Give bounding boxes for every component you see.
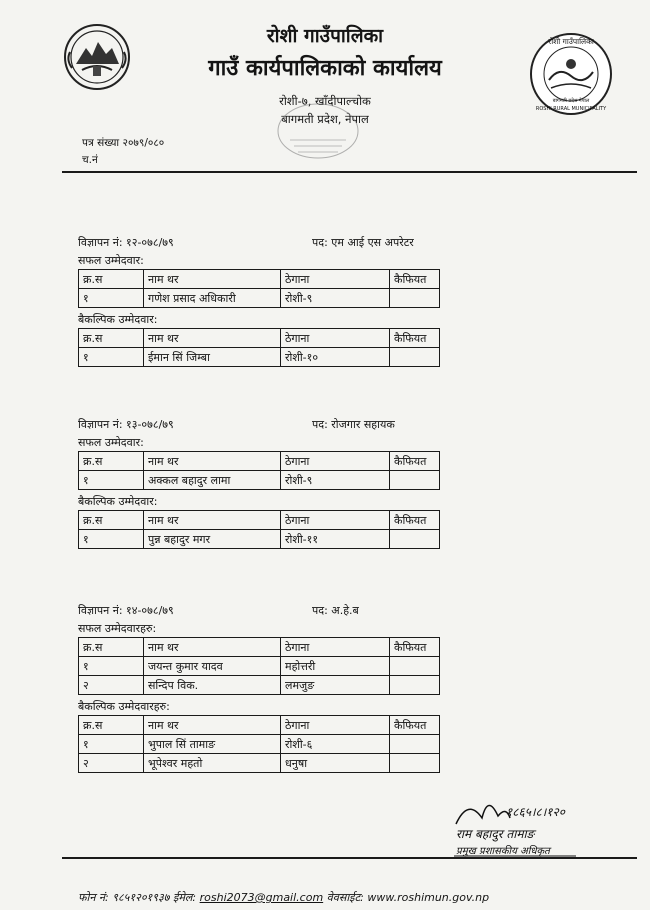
vacancy-section-14 — [78, 601, 440, 773]
cell-name: भूपेश्वर महतो — [144, 754, 281, 773]
cell-name: गणेश प्रसाद अधिकारी — [144, 289, 281, 308]
cell-name: पुन्न बहादुर मगर — [144, 530, 281, 549]
logo-title-text: रोशी गाउँपालिका — [548, 37, 594, 46]
cell-remarks — [390, 735, 440, 754]
cell-name: ईमान सिं जिम्बा — [144, 348, 281, 367]
table-header-row — [79, 638, 440, 657]
advert-number: विज्ञापन नं: १२-०७८/७९ — [78, 236, 174, 249]
cell-address: महोत्तरी — [281, 657, 390, 676]
cell-remarks — [390, 657, 440, 676]
cell-address: रोशी-१० — [281, 348, 390, 367]
group-label-alternate: बैकल्पिक उम्मेदवार: — [78, 313, 158, 326]
vacancy-section-12 — [78, 233, 440, 367]
group-label-successful: सफल उम्मेदवार: — [78, 436, 144, 449]
col-name: नाम थर — [144, 329, 281, 348]
cell-remarks — [390, 676, 440, 695]
table-row — [79, 471, 440, 490]
address-line-2: बागमती प्रदेश, नेपाल — [281, 112, 369, 126]
group-label-alternate: बैकल्पिक उम्मेदवार: — [78, 495, 158, 508]
table-row — [79, 348, 440, 367]
footer-divider — [62, 857, 637, 859]
col-sn: क्र.स — [79, 329, 144, 348]
cell-remarks — [390, 754, 440, 773]
cell-address: लमजुङ — [281, 676, 390, 695]
cell-sn: १ — [79, 348, 144, 367]
cell-address: धनुषा — [281, 754, 390, 773]
cell-address: रोशी-६ — [281, 735, 390, 754]
roshi-municipality-logo — [527, 30, 615, 118]
cell-sn: २ — [79, 676, 144, 695]
col-address: ठेगाना — [281, 511, 390, 530]
cell-sn: १ — [79, 735, 144, 754]
successful-candidates-table — [78, 269, 440, 308]
table-row — [79, 657, 440, 676]
cell-remarks — [390, 471, 440, 490]
official-signature — [448, 788, 598, 858]
table-header-row — [79, 716, 440, 735]
col-name: नाम थर — [144, 452, 281, 471]
footer-contact — [78, 890, 489, 905]
table-header-row — [79, 270, 440, 289]
alternate-candidates-table — [78, 715, 440, 773]
cell-address: रोशी-९ — [281, 289, 390, 308]
col-remarks: कैफियत — [390, 638, 440, 657]
cell-sn: १ — [79, 657, 144, 676]
col-remarks: कैफियत — [390, 452, 440, 471]
table-header-row — [79, 452, 440, 471]
cell-name: जयन्त कुमार यादव — [144, 657, 281, 676]
group-label-successful: सफल उम्मेदवारहरु: — [78, 622, 157, 635]
logo-bottom-text: बागमती प्रदेश नेपाल — [552, 98, 590, 104]
col-sn: क्र.स — [79, 716, 144, 735]
table-row — [79, 530, 440, 549]
signature-scrawl: १८६५।८।१२० — [506, 805, 566, 819]
cell-remarks — [390, 289, 440, 308]
col-name: नाम थर — [144, 511, 281, 530]
col-sn: क्र.स — [79, 452, 144, 471]
footer-website[interactable]: www.roshimun.gov.np — [367, 891, 490, 904]
header-divider — [62, 171, 637, 173]
col-name: नाम थर — [144, 270, 281, 289]
cell-address: रोशी-११ — [281, 530, 390, 549]
col-sn: क्र.स — [79, 270, 144, 289]
post-title: पद: अ.हे.ब — [312, 604, 359, 617]
signatory-name: राम बहादुर तामाङ — [456, 827, 535, 841]
col-remarks: कैफियत — [390, 270, 440, 289]
office-seal-stamp — [272, 100, 364, 162]
col-address: ठेगाना — [281, 638, 390, 657]
alternate-candidates-table — [78, 328, 440, 367]
successful-candidates-table — [78, 451, 440, 490]
col-remarks: कैफियत — [390, 329, 440, 348]
footer-website-label: वेवसाईट: — [326, 891, 364, 904]
letter-number: पत्र संख्या २०७९/०८० — [82, 137, 165, 149]
col-sn: क्र.स — [79, 511, 144, 530]
advert-number: विज्ञापन नं: १४-०७८/७९ — [78, 604, 174, 617]
col-address: ठेगाना — [281, 452, 390, 471]
col-name: नाम थर — [144, 638, 281, 657]
address-line-1: रोशी-७, खाँदीपाल्चोक — [279, 94, 371, 108]
group-label-successful: सफल उम्मेदवार: — [78, 254, 144, 267]
footer-email-label: ईमेल: — [172, 891, 197, 904]
table-row — [79, 289, 440, 308]
dispatch-number: च.नं — [82, 154, 98, 166]
col-name: नाम थर — [144, 716, 281, 735]
col-sn: क्र.स — [79, 638, 144, 657]
post-title: पद: रोजगार सहायक — [312, 418, 395, 431]
group-label-alternate: बैकल्पिक उम्मेदवारहरु: — [78, 700, 170, 713]
municipality-name: रोशी गाउँपालिका — [266, 25, 384, 47]
alternate-candidates-table — [78, 510, 440, 549]
cell-address: रोशी-९ — [281, 471, 390, 490]
cell-sn: २ — [79, 754, 144, 773]
cell-name: अक्कल बहादुर लामा — [144, 471, 281, 490]
col-remarks: कैफियत — [390, 716, 440, 735]
office-name: गाउँ कार्यपालिकाको कार्यालय — [208, 55, 442, 81]
vacancy-section-13 — [78, 415, 440, 549]
cell-sn: १ — [79, 471, 144, 490]
cell-remarks — [390, 530, 440, 549]
table-header-row — [79, 329, 440, 348]
table-row — [79, 676, 440, 695]
logo-english-text: ROSHI RURAL MUNICIPALITY — [535, 106, 607, 112]
col-address: ठेगाना — [281, 270, 390, 289]
col-address: ठेगाना — [281, 716, 390, 735]
signatory-designation: प्रमुख प्रशासकीय अधिकृत — [456, 846, 550, 857]
cell-name: सन्दिप विक. — [144, 676, 281, 695]
footer-phone: फोन नं: ९८५१२०१९३७ — [78, 891, 170, 904]
cell-remarks — [390, 348, 440, 367]
cell-name: भुपाल सिं तामाङ — [144, 735, 281, 754]
advert-number: विज्ञापन नं: १३-०७८/७९ — [78, 418, 174, 431]
table-row — [79, 735, 440, 754]
table-header-row — [79, 511, 440, 530]
cell-sn: १ — [79, 289, 144, 308]
successful-candidates-table — [78, 637, 440, 695]
col-remarks: कैफियत — [390, 511, 440, 530]
post-title: पद: एम आई एस अपरेटर — [312, 236, 414, 249]
col-address: ठेगाना — [281, 329, 390, 348]
table-row — [79, 754, 440, 773]
cell-sn: १ — [79, 530, 144, 549]
footer-email[interactable]: roshi2073@gmail.com — [199, 891, 324, 904]
